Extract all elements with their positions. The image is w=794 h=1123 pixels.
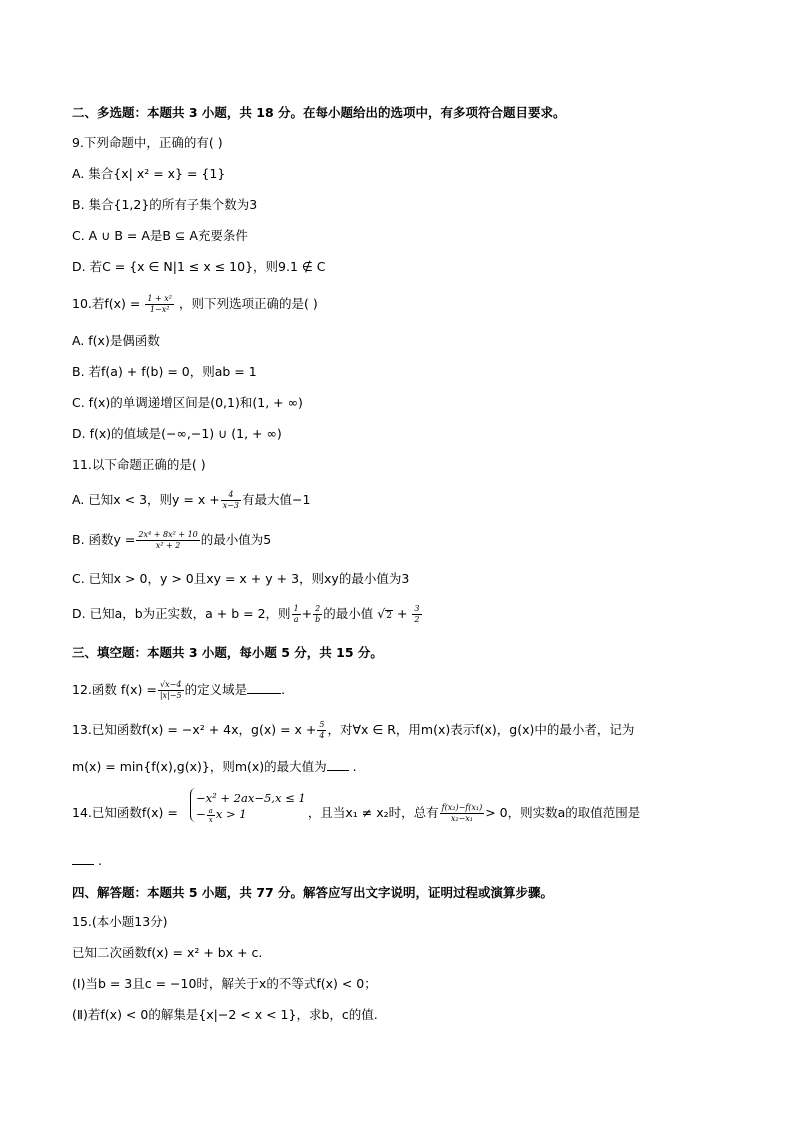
q15-head: 15.(本小题13分) [72,914,168,929]
q15-part-1: (Ⅰ)当b = 3且c = −10时，解关于x的不等式f(x) < 0； [72,976,377,991]
q14-answer-blank[interactable] [72,852,94,865]
q9-option-b: B. 集合{1,2}的所有子集个数为3 [72,197,258,212]
q10-option-c: C. f(x)的单调递增区间是(0,1)和(1, + ∞) [72,395,303,410]
q12-fraction: $\frac{√x-4}{|x|-5}$ [159,680,182,700]
q14-line: 14.已知函数f(x) = ，且当x₁ ≠ x₂时，总有 $\frac{\text{f(x₂)−f(x₁)}}{\text{x₂−x₁}}$ > 0，则实数a的取值范围是 [72,803,641,823]
q14-fraction: $\frac{\text{f(x₂)−f(x₁)}}{\text{x₂−x₁}}$ [441,803,483,823]
q13-answer-blank[interactable] [327,758,349,771]
q9-stem: 9.下列命题中，正确的有( ) [72,135,223,150]
q11-b-fraction: $\frac{\text{2x⁴ + 8x² + 10}}{\text{x² + 2}}$ [138,530,198,550]
q11-option-a: A. 已知x < 3，则y = x + $\frac{4}{x-3}$ 有最大值−1 [72,490,311,510]
q15-part-2: (Ⅱ)若f(x) < 0的解集是{x|−2 < x < 1}，求b，c的值. [72,1007,378,1022]
q14-case-2: − $\frac{a}{x}$ x > 1 [196,806,247,824]
q9-option-d: D. 若C = {x ∈ N|1 ≤ x ≤ 10}，则9.1 ∉ C [72,259,326,274]
q14-case-1: −x² + 2ax−5,x ≤ 1 [196,791,306,805]
q13-line-1: 13.已知函数f(x) = −x² + 4x，g(x) = x + $\frac{5}{4}$ ，对∀x ∈ R，用m(x)表示f(x)，g(x)中的最小者，记为 [72,720,635,740]
q11-option-c: C. 已知x > 0，y > 0且xy = x + y + 3，则xy的最小值为3 [72,571,410,586]
q15-stem: 已知二次函数f(x) = x² + bx + c. [72,945,263,960]
q11-stem: 11.以下命题正确的是( ) [72,457,206,472]
q10-fraction: $\frac{\text{1 + x²}}{\text{1−x²}}$ [147,294,172,314]
q9-option-a: A. 集合{x| x² = x} = {1} [72,166,226,181]
q10-option-b: B. 若f(a) + f(b) = 0，则ab = 1 [72,364,257,379]
q13-line-2: m(x) = min{f(x),g(x)}，则m(x)的最大值为 . [72,759,357,774]
section-4-title: 四、解答题：本题共 5 小题，共 77 分。解答应写出文字说明，证明过程或演算步骤。 [72,885,554,900]
q9-option-c: C. A ∪ B = A是B ⊆ A充要条件 [72,228,248,243]
q12: 12.函数 f(x) = $\frac{√x-4}{|x|-5}$ 的定义域是 . [72,680,286,700]
q11-a-fraction: $\frac{4}{x-3}$ [222,490,240,510]
q11-option-b: B. 函数y = $\frac{\text{2x⁴ + 8x² + 10}}{\text{x² + 2}}$ 的最小值为5 [72,530,272,550]
section-2-title: 二、多选题：本题共 3 小题，共 18 分。在每小题给出的选项中，有多项符合题目要求。 [72,105,566,120]
q10-option-a: A. f(x)是偶函数 [72,333,160,348]
q11-option-d: D. 已知a，b为正实数，a + b = 2，则 $\frac{1}{a}$ + $\frac{2}{b}$ 的最小值 √2 + $\frac{3}{2}$ [72,604,420,624]
section-3-title: 三、填空题：本题共 3 小题，每小题 5 分，共 15 分。 [72,645,383,660]
q12-answer-blank[interactable] [247,681,281,694]
q10-option-d: D. f(x)的值域是(−∞,−1) ∪ (1, + ∞) [72,426,282,441]
q14-piecewise [196,790,306,824]
q10-stem: 10.若f(x) = $\frac{\text{1 + x²}}{\text{1−x²}}$ ，则下列选项正确的是( ) [72,294,318,314]
q14-answer-line: . [72,852,102,870]
